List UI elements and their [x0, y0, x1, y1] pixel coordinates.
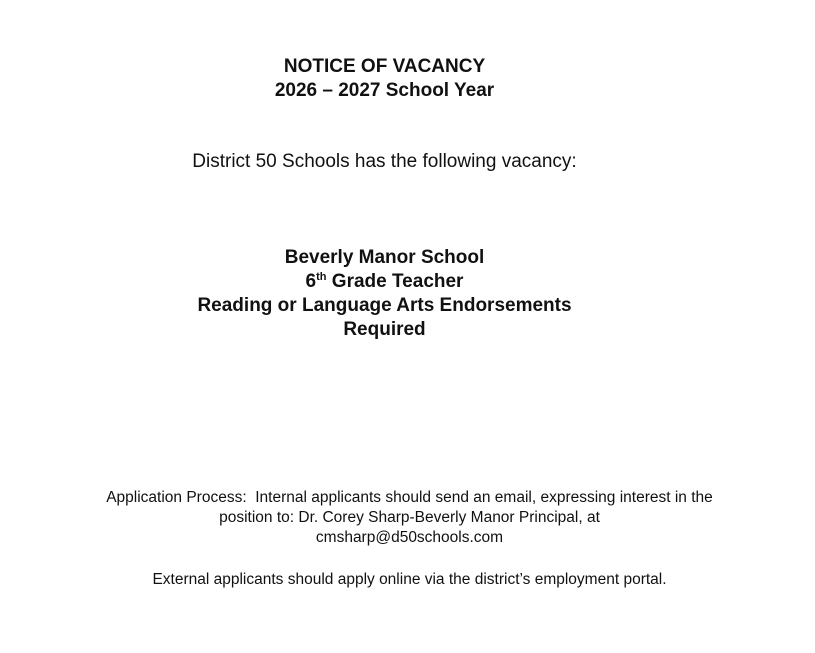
application-process-line-1: Application Process: Internal applicants should send an email, expressing interest in the [106, 489, 713, 506]
notice-title: NOTICE OF VACANCY [283, 56, 486, 77]
application-process [0, 488, 815, 548]
vacancy-intro: District 50 Schools has the following vacancy: [192, 151, 577, 172]
role-title: Grade Teacher [326, 271, 464, 292]
endorsements: Reading or Language Arts Endorsements [197, 295, 572, 316]
position-details [0, 246, 769, 342]
school-year: 2026 – 2027 School Year [274, 80, 495, 101]
grade-role [0, 270, 769, 294]
grade-suffix: th [316, 271, 327, 283]
school-name: Beverly Manor School [284, 247, 485, 268]
required-label: Required [343, 319, 426, 340]
external-applicants-note: External applicants should apply online via the district’s employment portal. [152, 571, 667, 588]
application-process-line-2: position to: Dr. Corey Sharp-Beverly Manor Principal, at [219, 509, 600, 526]
contact-email: cmsharp@d50schools.com [315, 529, 504, 546]
grade-number: 6 [305, 271, 317, 292]
notice-header [0, 55, 769, 103]
